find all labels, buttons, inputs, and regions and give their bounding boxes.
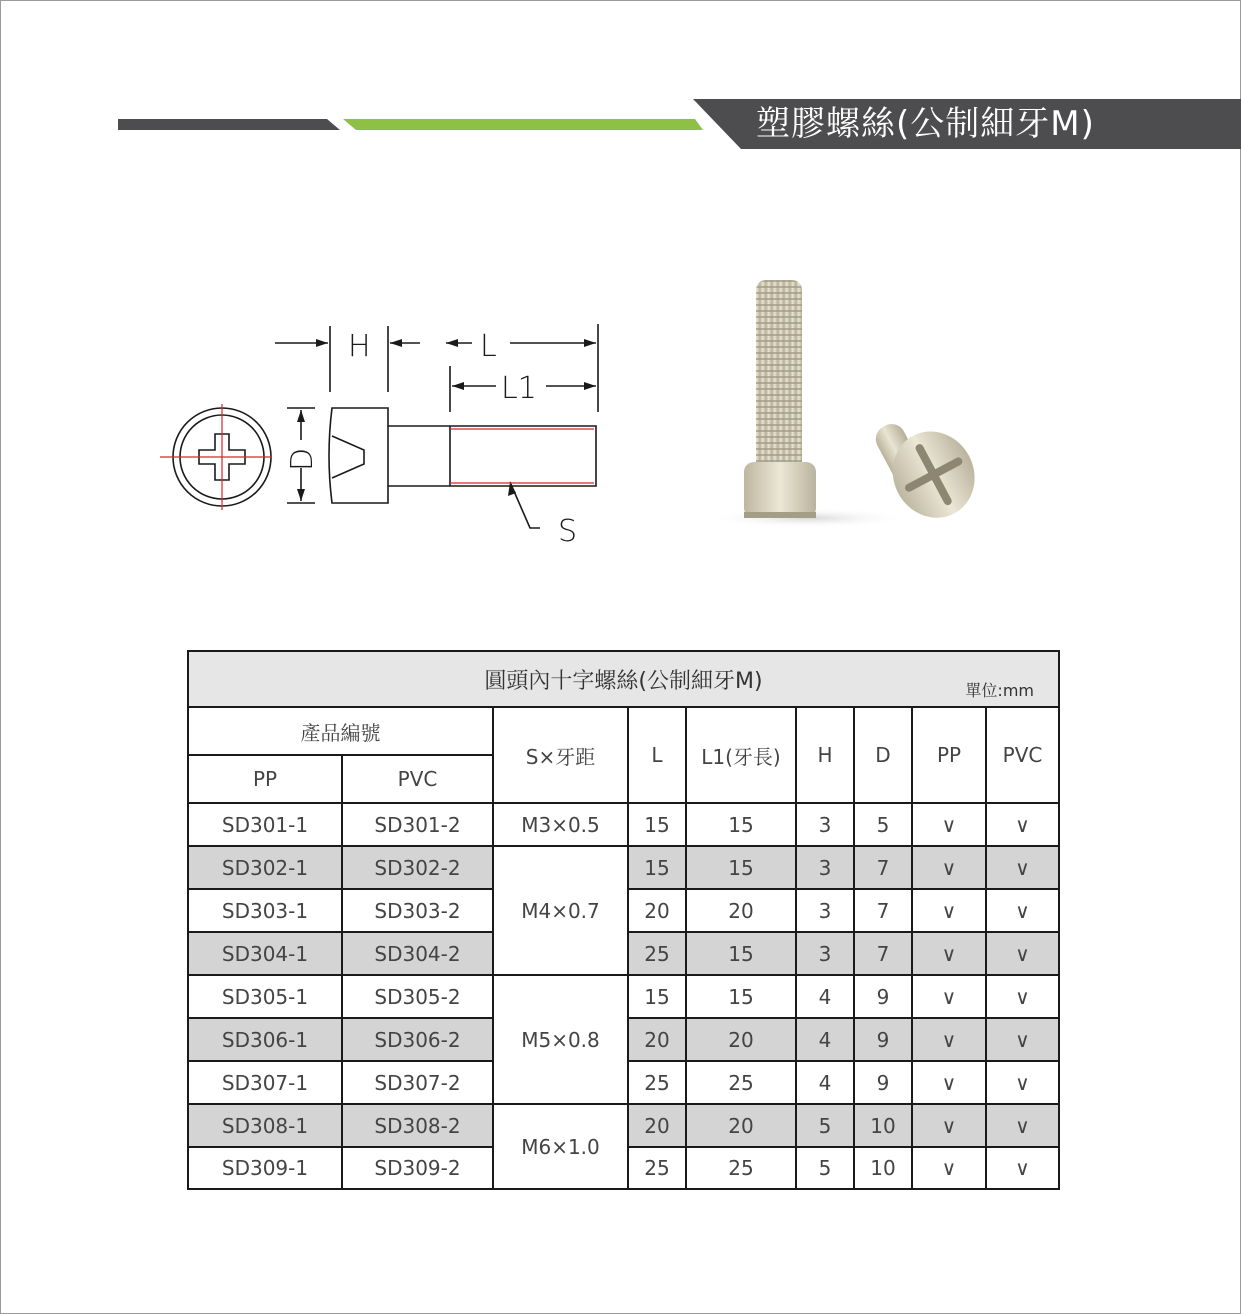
- cell-pvc-no: SD308-2: [342, 1104, 493, 1147]
- dim-label-d: D: [285, 447, 320, 471]
- cell-thread: M4×0.7: [493, 846, 628, 975]
- spec-table: [187, 650, 1060, 1190]
- cell-pvc-mark: ∨: [986, 889, 1059, 932]
- cell-d: 10: [854, 1104, 912, 1147]
- cell-l1: 15: [686, 803, 796, 846]
- cell-l1: 20: [686, 889, 796, 932]
- cell-l: 15: [628, 975, 686, 1018]
- cell-pvc-mark: ∨: [986, 1147, 1059, 1189]
- cell-h: 3: [796, 803, 854, 846]
- dim-label-l1: L1: [501, 371, 537, 406]
- cell-l: 20: [628, 889, 686, 932]
- cell-d: 5: [854, 803, 912, 846]
- cell-pvc-no: SD306-2: [342, 1018, 493, 1061]
- cell-l: 25: [628, 1147, 686, 1189]
- screw-product-photo: [700, 270, 1000, 530]
- header-band-green: [343, 119, 703, 130]
- table-title: 圓頭內十字螺絲(公制細牙M): [484, 668, 763, 694]
- cell-pvc-mark: ∨: [986, 1104, 1059, 1147]
- cell-pp-mark: ∨: [912, 975, 986, 1018]
- cell-thread: M3×0.5: [493, 803, 628, 846]
- header-pp: PP: [188, 755, 342, 803]
- header-band-dark: [118, 119, 340, 130]
- cell-pvc-no: SD307-2: [342, 1061, 493, 1104]
- cell-pp-mark: ∨: [912, 1061, 986, 1104]
- cell-h: 3: [796, 889, 854, 932]
- cell-pp-mark: ∨: [912, 889, 986, 932]
- cell-pvc-no: SD302-2: [342, 846, 493, 889]
- cell-l1: 20: [686, 1018, 796, 1061]
- header-d: D: [854, 707, 912, 803]
- cell-l: 15: [628, 803, 686, 846]
- cell-d: 7: [854, 932, 912, 975]
- cell-pp-no: SD306-1: [188, 1018, 342, 1061]
- page-title: 塑膠螺絲(公制細牙M): [756, 104, 1095, 144]
- cell-pvc-mark: ∨: [986, 1018, 1059, 1061]
- unit-label: 單位:mm: [965, 681, 1034, 700]
- dim-label-h: H: [348, 329, 371, 364]
- cell-pp-mark: ∨: [912, 932, 986, 975]
- cell-l: 20: [628, 1104, 686, 1147]
- cell-l: 15: [628, 846, 686, 889]
- header-l1: L1(牙長): [686, 707, 796, 803]
- header-pp-material: PP: [912, 707, 986, 803]
- cell-l1: 25: [686, 1147, 796, 1189]
- cell-l: 25: [628, 1061, 686, 1104]
- cell-pp-no: SD303-1: [188, 889, 342, 932]
- cell-pp-no: SD309-1: [188, 1147, 342, 1189]
- cell-h: 5: [796, 1147, 854, 1189]
- cell-pp-mark: ∨: [912, 846, 986, 889]
- cell-pvc-mark: ∨: [986, 1061, 1059, 1104]
- cell-h: 3: [796, 932, 854, 975]
- header-product-no: 產品編號: [188, 707, 493, 755]
- cell-d: 10: [854, 1147, 912, 1189]
- cell-d: 7: [854, 846, 912, 889]
- table-row: [188, 1104, 1059, 1147]
- cell-pp-no: SD305-1: [188, 975, 342, 1018]
- cell-pp-no: SD308-1: [188, 1104, 342, 1147]
- cell-pvc-mark: ∨: [986, 846, 1059, 889]
- cell-d: 9: [854, 1061, 912, 1104]
- cell-h: 3: [796, 846, 854, 889]
- cell-thread: M5×0.8: [493, 975, 628, 1104]
- cell-pvc-no: SD301-2: [342, 803, 493, 846]
- cell-pvc-no: SD303-2: [342, 889, 493, 932]
- header-h: H: [796, 707, 854, 803]
- cell-pp-no: SD302-1: [188, 846, 342, 889]
- cell-l: 25: [628, 932, 686, 975]
- cell-pp-no: SD301-1: [188, 803, 342, 846]
- cell-h: 4: [796, 1018, 854, 1061]
- cell-pvc-mark: ∨: [986, 932, 1059, 975]
- cell-pvc-no: SD304-2: [342, 932, 493, 975]
- cell-thread: M6×1.0: [493, 1104, 628, 1189]
- table-row: [188, 975, 1059, 1018]
- cell-pvc-no: SD309-2: [342, 1147, 493, 1189]
- cell-l1: 15: [686, 846, 796, 889]
- dim-label-s: S: [558, 514, 578, 549]
- screw-technical-drawing: [160, 316, 620, 556]
- cell-pp-no: SD304-1: [188, 932, 342, 975]
- cell-l: 20: [628, 1018, 686, 1061]
- cell-l1: 20: [686, 1104, 796, 1147]
- dim-label-l: L: [480, 329, 497, 364]
- cell-d: 7: [854, 889, 912, 932]
- cell-pvc-no: SD305-2: [342, 975, 493, 1018]
- cell-pp-mark: ∨: [912, 1104, 986, 1147]
- cell-h: 4: [796, 975, 854, 1018]
- cell-h: 5: [796, 1104, 854, 1147]
- cell-l1: 15: [686, 975, 796, 1018]
- cell-d: 9: [854, 1018, 912, 1061]
- cell-pvc-mark: ∨: [986, 803, 1059, 846]
- cell-l1: 15: [686, 932, 796, 975]
- header-pvc-material: PVC: [986, 707, 1059, 803]
- table-row: [188, 803, 1059, 846]
- cell-pp-mark: ∨: [912, 1147, 986, 1189]
- cell-pp-mark: ∨: [912, 1018, 986, 1061]
- table-caption: [188, 651, 1059, 707]
- header-l: L: [628, 707, 686, 803]
- table-row: [188, 846, 1059, 889]
- cell-h: 4: [796, 1061, 854, 1104]
- cell-pvc-mark: ∨: [986, 975, 1059, 1018]
- cell-d: 9: [854, 975, 912, 1018]
- cell-pp-no: SD307-1: [188, 1061, 342, 1104]
- header-thread: S×牙距: [493, 707, 628, 803]
- cell-pp-mark: ∨: [912, 803, 986, 846]
- header-pvc: PVC: [342, 755, 493, 803]
- cell-l1: 25: [686, 1061, 796, 1104]
